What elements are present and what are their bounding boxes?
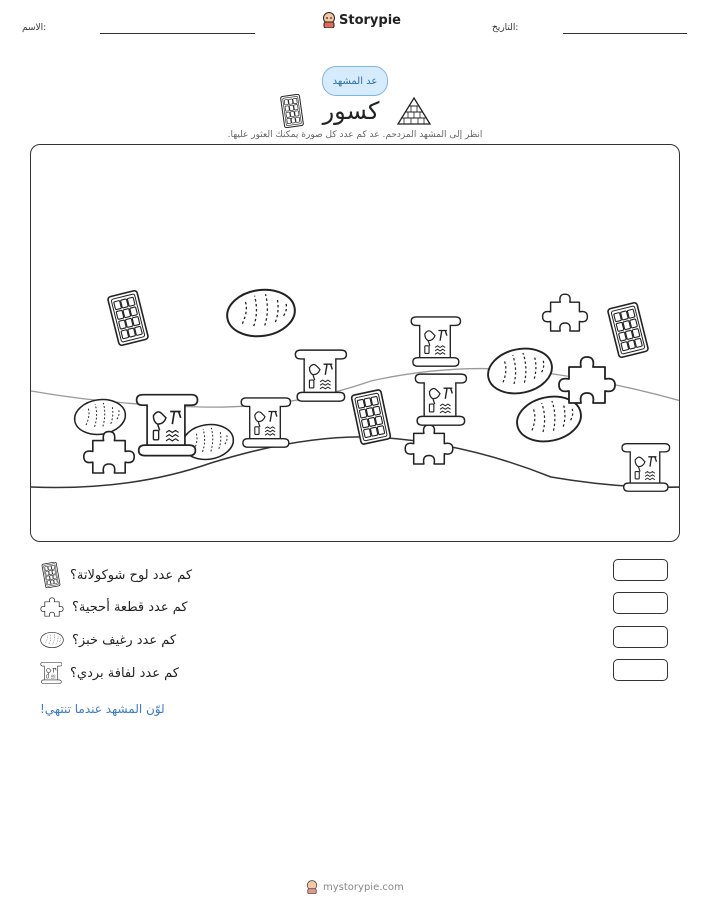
question-text: كم عدد لوح شوكولاتة؟ xyxy=(70,567,193,583)
question-text: كم عدد لفافة بردي؟ xyxy=(70,665,179,681)
papyrus-scroll[interactable] xyxy=(137,395,198,456)
chocolate-bar[interactable] xyxy=(607,302,648,358)
answer-box[interactable] xyxy=(613,592,668,614)
question-row xyxy=(40,661,179,685)
question-row xyxy=(40,595,188,619)
puzzle-piece[interactable] xyxy=(559,357,615,403)
papyrus-scroll-icon xyxy=(40,661,62,685)
puzzle-piece-icon xyxy=(40,596,64,618)
question-text: كم عدد رغيف خبز؟ xyxy=(72,632,177,648)
bread-loaf[interactable] xyxy=(180,421,235,462)
count-scene-badge: عد المشهد xyxy=(322,66,388,96)
name-line[interactable] xyxy=(100,33,255,34)
puzzle-piece[interactable] xyxy=(405,425,453,464)
question-row xyxy=(40,628,176,652)
puzzle-piece[interactable] xyxy=(543,294,588,331)
papyrus-scroll[interactable] xyxy=(622,444,670,492)
chocolate-bar[interactable] xyxy=(107,290,148,346)
answer-box[interactable] xyxy=(613,659,668,681)
chocolate-bar-icon xyxy=(279,94,305,128)
name-label: الاسم: xyxy=(22,23,47,33)
title-text: كسور xyxy=(322,97,380,125)
bread-loaf[interactable] xyxy=(224,285,298,340)
answer-box[interactable] xyxy=(613,626,668,648)
brand-logo xyxy=(322,12,401,28)
footer xyxy=(306,880,404,894)
question-row xyxy=(40,563,192,587)
date-label: التاريخ: xyxy=(492,23,519,33)
papyrus-scroll[interactable] xyxy=(295,350,346,401)
papyrus-scroll[interactable] xyxy=(411,317,460,366)
date-line[interactable] xyxy=(563,33,687,34)
bread-loaf[interactable] xyxy=(484,343,556,399)
chocolate-bar-icon xyxy=(40,562,62,588)
storypie-mascot-icon xyxy=(306,880,318,894)
worksheet-title xyxy=(250,94,460,128)
answer-box[interactable] xyxy=(613,559,668,581)
puzzle-piece[interactable] xyxy=(84,432,134,473)
pyramid-icon xyxy=(397,96,431,126)
color-instruction: لوّن المشهد عندما تنتهي! xyxy=(40,702,165,716)
scene-drawing xyxy=(31,145,680,542)
brand-name: Storypie xyxy=(339,12,401,28)
papyrus-scroll[interactable] xyxy=(415,374,466,425)
question-text: كم عدد قطعة أحجية؟ xyxy=(72,599,188,615)
instructions-text: انظر إلى المشهد المزدحم. عد كم عدد كل صورة يمكنك العثور عليها. xyxy=(227,130,483,140)
footer-url[interactable]: mystorypie.com xyxy=(323,881,404,893)
papyrus-scroll[interactable] xyxy=(241,398,290,447)
storypie-mascot-icon xyxy=(322,12,336,28)
busy-scene[interactable] xyxy=(30,144,680,542)
bread-loaf-icon xyxy=(40,631,64,649)
